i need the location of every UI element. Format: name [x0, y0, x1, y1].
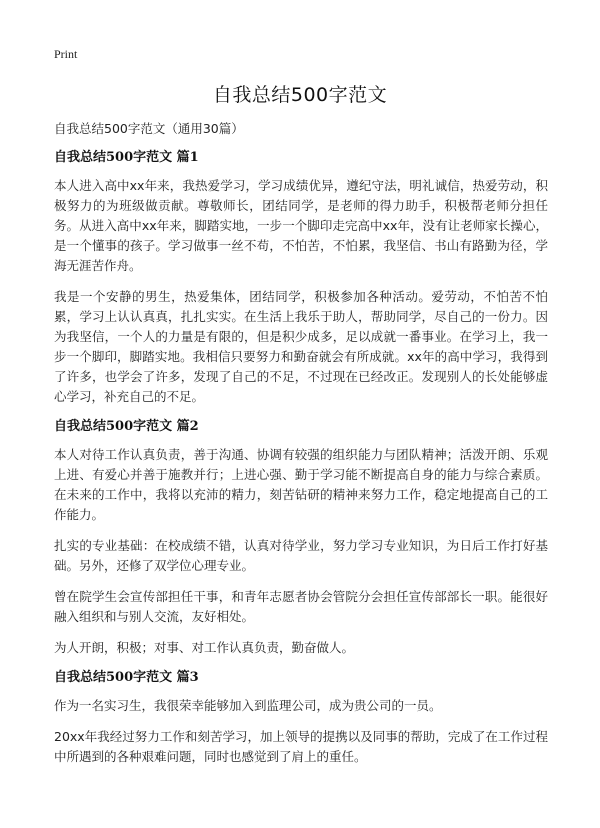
paragraph: 作为一名实习生，我很荣幸能够加入到监理公司，成为贵公司的一员。 [54, 698, 442, 713]
document-title: 自我总结500字范文 [212, 84, 388, 106]
paragraph: 曾在院学生会宣传部担任干事，和青年志愿者协会管院分会担任宣传部部长一职。能很好融入组织和与别人交流，友好相处。 [54, 589, 548, 624]
paragraph: 扎实的专业基础：在校成绩不错，认真对待学业，努力学习专业知识，为日后工作打好基础。另外，还修了双学位心理专业。 [54, 538, 548, 573]
section-heading: 自我总结500字范文 篇1 [54, 150, 199, 165]
paragraph: 20xx年我经过努力工作和刻苦学习，加上领导的提携以及同事的帮助，完成了在工作过程中所遇到的各种艰难问题，同时也感觉到了肩上的重任。 [54, 729, 548, 764]
document-subtitle: 自我总结500字范文（通用30篇） [54, 121, 244, 136]
print-label[interactable]: Print [54, 47, 78, 61]
section-heading: 自我总结500字范文 篇2 [54, 419, 199, 434]
paragraph: 本人对待工作认真负责，善于沟通、协调有较强的组织能力与团队精神；活泼开朗、乐观上进、有爱心并善于施教并行；上进心强、勤于学习能不断提高自身的能力与综合素质。在未来的工作中，我将以充沛的精力，刻苦钻研的精神来努力工作，稳定地提高自己的工作能力。 [54, 447, 548, 522]
section-1 [54, 149, 548, 407]
paragraph: 本人进入高中xx年来，我热爱学习，学习成绩优异，遵纪守法，明礼诚信，热爱劳动，积极努力的为班级做贡献。尊敬师长，团结同学，是老师的得力助手，积极帮老师分担任务。从进入高中xx年来，脚踏实地，一步一个脚印走完高中xx年，没有让老师家长操心，是一个懂事的孩子。学习做事一丝不苟，不怕苦，不怕累，我坚信、书山有路勤为径，学海无涯苦作舟。 [54, 178, 548, 273]
document-body [54, 120, 548, 778]
paragraph: 为人开朗，积极；对事、对工作认真负责，勤奋做人。 [54, 640, 355, 655]
section-2 [54, 418, 548, 658]
section-heading: 自我总结500字范文 篇3 [54, 670, 199, 685]
section-3 [54, 669, 548, 767]
paragraph: 我是一个安静的男生，热爱集体，团结同学，积极参加各种活动。爱劳动，不怕苦不怕累，学习上认认真真，扎扎实实。在生活上我乐于助人，帮助同学，尽自己的一份力。因为我坚信，一个人的力量是有限的，但是积少成多，足以成就一番事业。在学习上，我一步一个脚印，脚踏实地。我相信只要努力和勤奋就会有所成就。xx年的高中学习，我得到了许多，也学会了许多，发现了自己的不足，不过现在已经改正。发现别人的长处能够虚心学习，补充自己的不足。 [54, 289, 548, 404]
